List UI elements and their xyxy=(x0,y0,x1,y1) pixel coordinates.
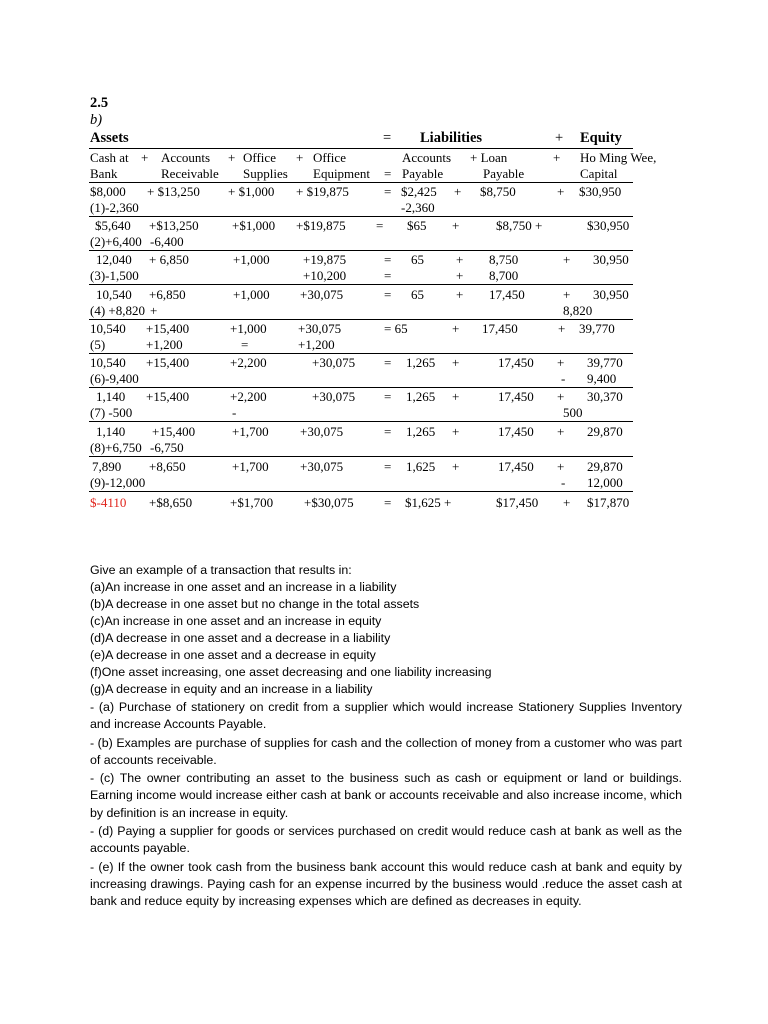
table-cell: 12,040 xyxy=(96,252,132,267)
col-oe-2: Equipment xyxy=(313,166,371,181)
col-op-1: + xyxy=(141,150,149,165)
table-cell: + xyxy=(452,321,460,336)
table-cell: 30,950 xyxy=(593,252,629,267)
table-cell: +$19,875 xyxy=(296,218,346,233)
col-cap-1: Ho Ming Wee, xyxy=(580,150,657,165)
table-cell: +30,075 xyxy=(312,355,356,370)
table-rule xyxy=(89,284,633,285)
col-ap-2: Payable xyxy=(402,166,444,181)
col-lp-1: + Loan xyxy=(470,150,508,165)
table-cell: + xyxy=(452,424,460,439)
table-cell: = xyxy=(384,459,392,474)
table-cell: +1,000 xyxy=(233,287,270,302)
table-cell: + xyxy=(563,252,571,267)
answer-paragraph: - (c) The owner contributing an asset to the business such as cash or equipment or land or buildings. Earning income would increase either cash at bank or accounts receivable and also increase income, which by definition is an increase in equity. xyxy=(90,771,682,820)
assets-heading: Assets xyxy=(90,130,129,146)
table-cell: $17,450 xyxy=(496,495,539,510)
col-os-1: Office xyxy=(243,150,276,165)
table-cell: +6,850 xyxy=(149,287,186,302)
col-os-2: Supplies xyxy=(243,166,288,181)
table-cell: = xyxy=(376,218,384,233)
col-cash-2: Bank xyxy=(90,166,118,181)
table-cell: $8,750 xyxy=(480,184,516,199)
col-lp-2: Payable xyxy=(483,166,525,181)
table-cell: + xyxy=(150,303,158,318)
table-cell: + xyxy=(557,459,565,474)
question-list xyxy=(90,562,690,698)
col-ar-2: Receivable xyxy=(161,166,219,181)
table-cell: +19,875 xyxy=(303,252,347,267)
question-item: (g)A decrease in equity and an increase in a liability xyxy=(90,682,373,696)
section-part: b) xyxy=(90,112,103,128)
table-cell: + xyxy=(557,355,565,370)
table-cell: = xyxy=(241,337,249,352)
table-cell: (4) +8,820 xyxy=(90,303,145,318)
table-cell: 17,450 xyxy=(489,287,525,302)
table-cell: + xyxy=(557,389,565,404)
table-cell: = xyxy=(384,287,392,302)
table-cell: = 65 xyxy=(384,321,408,336)
table-cell: 500 xyxy=(563,405,583,420)
table-cell: (7) -500 xyxy=(90,405,133,420)
question-intro: Give an example of a transaction that results in: xyxy=(90,563,352,577)
table-cell: +1,000 xyxy=(230,321,267,336)
col-op-2: + xyxy=(228,150,236,165)
table-cell: - xyxy=(561,475,566,490)
table-cell: + xyxy=(452,459,460,474)
table-rule xyxy=(89,216,633,217)
header-plus: + xyxy=(555,130,564,146)
table-cell: 8,750 xyxy=(489,252,519,267)
table-cell: 65 xyxy=(411,287,424,302)
table-cell: +$13,250 xyxy=(149,218,199,233)
col-oe-1: Office xyxy=(313,150,346,165)
col-op-3: + xyxy=(296,150,304,165)
table-cell: +10,200 xyxy=(303,268,347,283)
table-cell: + 6,850 xyxy=(149,252,189,267)
table-cell: 10,540 xyxy=(96,287,132,302)
table-cell: +1,200 xyxy=(146,337,183,352)
table-cell: +15,400 xyxy=(146,355,190,370)
table-cell: 7,890 xyxy=(92,459,122,474)
table-cell: 17,450 xyxy=(498,355,534,370)
table-cell: $5,640 xyxy=(95,218,131,233)
table-cell: $8,750 + xyxy=(496,218,543,233)
table-cell: = xyxy=(384,424,392,439)
table-cell: + xyxy=(452,355,460,370)
table-cell: $17,870 xyxy=(587,495,630,510)
col-eq: = xyxy=(384,166,392,181)
table-cell: + xyxy=(456,287,464,302)
table-cell: + xyxy=(563,495,571,510)
table-cell: +$1,700 xyxy=(230,495,274,510)
table-cell: + xyxy=(454,184,462,199)
question-item: (c)An increase in one asset and an increase in equity xyxy=(90,614,382,628)
answer-paragraph: - (e) If the owner took cash from the business bank account this would reduce cash at bank and equity by increasing drawings. Paying cash for an expense incurred by the business would .reduce the asset cash at bank and reduce equity by increasing expenses which are defined as decreases in equity. xyxy=(90,859,682,909)
liabilities-heading: Liabilities xyxy=(420,130,483,146)
table-cell: $30,950 xyxy=(587,218,630,233)
cash-total-negative: $-4110 xyxy=(90,495,127,510)
table-cell: 17,450 xyxy=(498,424,534,439)
table-cell: 17,450 xyxy=(498,389,534,404)
table-cell: + xyxy=(452,389,460,404)
table-rule xyxy=(89,491,633,492)
question-item: (b)A decrease in one asset but no change in the total assets xyxy=(90,597,420,611)
answer-list xyxy=(90,699,682,912)
table-cell: = xyxy=(384,355,392,370)
table-cell: -2,360 xyxy=(401,200,435,215)
table-cell: 65 xyxy=(411,252,424,267)
table-cell: 10,540 xyxy=(90,321,126,336)
table-rule xyxy=(89,148,633,149)
table-cell: + xyxy=(557,184,565,199)
table-cell: + xyxy=(452,218,460,233)
table-cell: 1,140 xyxy=(96,424,126,439)
table-cell: 1,140 xyxy=(96,389,126,404)
table-cell: +30,075 xyxy=(300,459,344,474)
table-cell: (8)+6,750 xyxy=(90,440,142,455)
section-number: 2.5 xyxy=(90,95,109,111)
table-rule xyxy=(89,421,633,422)
table-cell: (5) xyxy=(90,337,106,352)
table-cell: 8,820 xyxy=(563,303,593,318)
table-cell: = xyxy=(384,184,392,199)
table-cell: (6)-9,400 xyxy=(90,371,139,386)
table-cell: +15,400 xyxy=(146,321,190,336)
table-cell: +2,200 xyxy=(230,389,267,404)
table-cell: 29,870 xyxy=(587,424,623,439)
table-rule xyxy=(89,250,633,251)
table-cell: +30,075 xyxy=(298,321,342,336)
table-cell: 29,870 xyxy=(587,459,623,474)
table-cell: 17,450 xyxy=(498,459,534,474)
table-rule xyxy=(89,182,633,183)
table-cell: +1,200 xyxy=(298,337,335,352)
table-cell: +15,400 xyxy=(146,389,190,404)
table-cell: 8,700 xyxy=(489,268,519,283)
col-ap-1: Accounts xyxy=(402,150,452,165)
table-cell: + xyxy=(456,252,464,267)
table-cell: 30,950 xyxy=(593,287,629,302)
table-cell: +$8,650 xyxy=(149,495,193,510)
table-cell: + xyxy=(557,424,565,439)
table-cell: +$30,075 xyxy=(304,495,354,510)
table-cell: +1,000 xyxy=(233,252,270,267)
table-cell: +30,075 xyxy=(300,287,344,302)
table-cell: $2,425 xyxy=(401,184,437,199)
table-cell: 1,625 xyxy=(406,459,436,474)
table-cell: = xyxy=(384,252,392,267)
table-cell: $8,000 xyxy=(90,184,126,199)
table-rule xyxy=(89,319,633,320)
table-cell: 1,265 xyxy=(406,355,436,370)
table-cell: 30,370 xyxy=(587,389,623,404)
table-cell: + $19,875 xyxy=(296,184,349,199)
table-cell: -6,400 xyxy=(150,234,184,249)
table-cell: $1,625 + xyxy=(405,495,452,510)
table-cell: +30,075 xyxy=(300,424,344,439)
table-cell: = xyxy=(384,495,392,510)
table-cell: -6,750 xyxy=(150,440,184,455)
col-ar-1: Accounts xyxy=(161,150,211,165)
table-cell: = xyxy=(384,268,392,283)
table-cell: (3)-1,500 xyxy=(90,268,139,283)
header-equals: = xyxy=(383,130,392,146)
answer-paragraph: - (a) Purchase of stationery on credit from a supplier which would increase Stationery Supplies Inventory and increase Accounts Payable. xyxy=(90,700,682,732)
table-cell: 1,265 xyxy=(406,389,436,404)
table-cell: 10,540 xyxy=(90,355,126,370)
question-item: (a)An increase in one asset and an increase in a liability xyxy=(90,580,397,594)
table-cell: $30,950 xyxy=(579,184,622,199)
table-cell: + $13,250 xyxy=(147,184,200,199)
table-cell: +8,650 xyxy=(149,459,186,474)
question-item: (d)A decrease in one asset and a decrease in a liability xyxy=(90,631,391,645)
table-cell: 39,770 xyxy=(587,355,623,370)
table-cell: 12,000 xyxy=(587,475,623,490)
table-cell: +15,400 xyxy=(152,424,196,439)
table-cell: (1)-2,360 xyxy=(90,200,139,215)
equity-heading: Equity xyxy=(580,130,622,146)
table-cell: +1,700 xyxy=(232,424,269,439)
table-cell: + xyxy=(456,268,464,283)
table-cell: +2,200 xyxy=(230,355,267,370)
table-rule xyxy=(89,353,633,354)
table-rule xyxy=(89,456,633,457)
table-cell: + xyxy=(558,321,566,336)
question-item: (f)One asset increasing, one asset decreasing and one liability increasing xyxy=(90,665,492,679)
col-cash-1: Cash at xyxy=(90,150,129,165)
table-cell: $65 xyxy=(407,218,427,233)
table-cell: - xyxy=(561,371,566,386)
question-item: (e)A decrease in one asset and a decrease in equity xyxy=(90,648,376,662)
table-cell: 9,400 xyxy=(587,371,617,386)
table-cell: (9)-12,000 xyxy=(90,475,146,490)
table-cell: - xyxy=(232,405,237,420)
table-cell: + $1,000 xyxy=(228,184,275,199)
table-cell: + xyxy=(563,287,571,302)
table-rule xyxy=(89,387,633,388)
table-cell: 39,770 xyxy=(579,321,615,336)
table-cell: +$1,000 xyxy=(232,218,276,233)
table-cell: 1,265 xyxy=(406,424,436,439)
table-cell: +30,075 xyxy=(312,389,356,404)
answer-paragraph: - (b) Examples are purchase of supplies for cash and the collection of money from a customer who was part of accounts receivable. xyxy=(90,735,682,767)
answer-paragraph: - (d) Paying a supplier for goods or services purchased on credit would reduce cash at bank as well as the accounts payable. xyxy=(90,824,682,856)
table-cell: +1,700 xyxy=(232,459,269,474)
col-op-5: + xyxy=(553,150,561,165)
col-cap-2: Capital xyxy=(580,166,618,181)
table-cell: (2)+6,400 xyxy=(90,234,142,249)
table-cell: = xyxy=(384,389,392,404)
table-cell: 17,450 xyxy=(482,321,518,336)
